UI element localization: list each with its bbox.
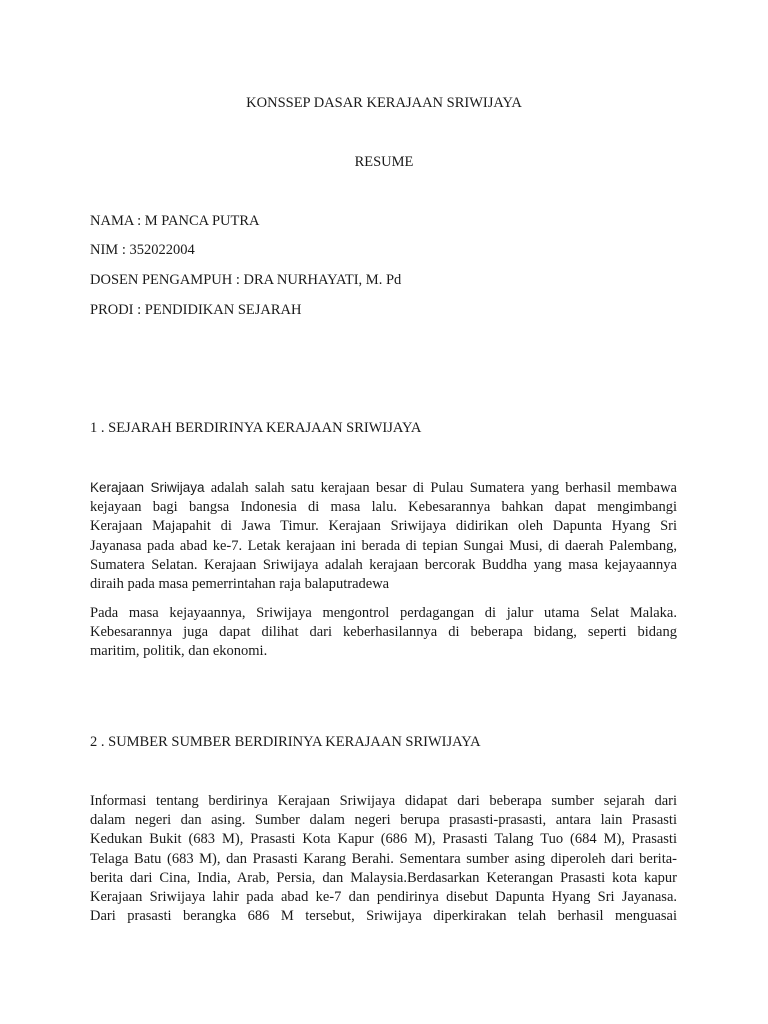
paragraph-line: berita dari Cina, India, Arab, Persia, dan Malaysia.Berdasarkan Keterangan Prasasti kota kapur [90, 869, 677, 886]
section-1-paragraph-2 [90, 604, 677, 662]
paragraph-line: Sumatera Selatan. Kerajaan Sriwijaya adalah kerajaan bercorak Buddha yang masa kejayaannya [90, 556, 677, 573]
paragraph-line: Pada masa kejayaannya, Sriwijaya mengontrol perdagangan di jalur utama Selat Malaka. [90, 605, 677, 621]
section-1-heading: 1 . SEJARAH BERDIRINYA KERAJAAN SRIWIJAYA [90, 420, 422, 436]
identity-nim: NIM : 352022004 [90, 242, 195, 258]
section-2-heading: 2 . SUMBER SUMBER BERDIRINYA KERAJAAN SRIWIJAYA [90, 734, 481, 750]
paragraph-line: dalam negeri dan asing. Sumber dalam negeri berupa prasasti-prasasti, antara lain Prasasti [90, 812, 677, 829]
paragraph-line: maritim, politik, dan ekonomi. [90, 643, 268, 660]
document-title: KONSSEP DASAR KERAJAAN SRIWIJAYA [246, 95, 522, 111]
paragraph-line: Kedukan Bukit (683 M), Prasasti Kota Kapur (686 M), Prasasti Talang Tuo (684 M), Prasasti [90, 831, 677, 848]
identity-dosen: DOSEN PENGAMPUH : DRA NURHAYATI, M. Pd [90, 272, 402, 288]
paragraph-line: Kerajaan Sriwijaya lahir pada abad ke-7 dan pendirinya disebut Dapunta Hyang Sri Jayanasa. [90, 889, 677, 906]
paragraph-lead: Kerajaan Sriwijaya [90, 480, 205, 495]
document-subtitle: RESUME [354, 154, 414, 170]
paragraph-line: diraih pada masa pemerrintahan raja balaputradewa [90, 576, 390, 593]
paragraph-line: Jayanasa pada abad ke-7. Letak kerajaan ini berada di tepian Sungai Musi, di daerah Palembang, [90, 537, 677, 554]
identity-prodi: PRODI : PENDIDIKAN SEJARAH [90, 302, 302, 318]
paragraph-line: Kebesarannya juga dapat dilihat dari keberhasilannya di beberapa bidang, seperti bidang [90, 624, 677, 641]
paragraph-line: kejayaan bagi bangsa Indonesia di masa lalu. Kebesarannya bahkan dapat mengimbangi [90, 499, 677, 516]
paragraph-line: Kerajaan Majapahit di Jawa Timur. Kerajaan Sriwijaya didirikan oleh Dapunta Hyang Sri [90, 518, 677, 535]
paragraph-line: Dari prasasti berangka 686 M tersebut, Sriwijaya diperkirakan telah berhasil menguasai [90, 908, 677, 925]
paragraph-line: Informasi tentang berdirinya Kerajaan Sriwijaya didapat dari beberapa sumber sejarah dari [90, 793, 677, 809]
paragraph-line: Telaga Batu (683 M), dan Prasasti Karang Berahi. Sementara sumber asing diperoleh dari berita- [90, 850, 677, 867]
section-1-paragraph-1 [90, 478, 677, 594]
paragraph-line: Kerajaan Sriwijaya adalah salah satu kerajaan besar di Pulau Sumatera yang berhasil membawa [90, 480, 677, 496]
identity-nama: NAMA : M PANCA PUTRA [90, 213, 260, 229]
section-2-paragraph-1 [90, 792, 677, 926]
